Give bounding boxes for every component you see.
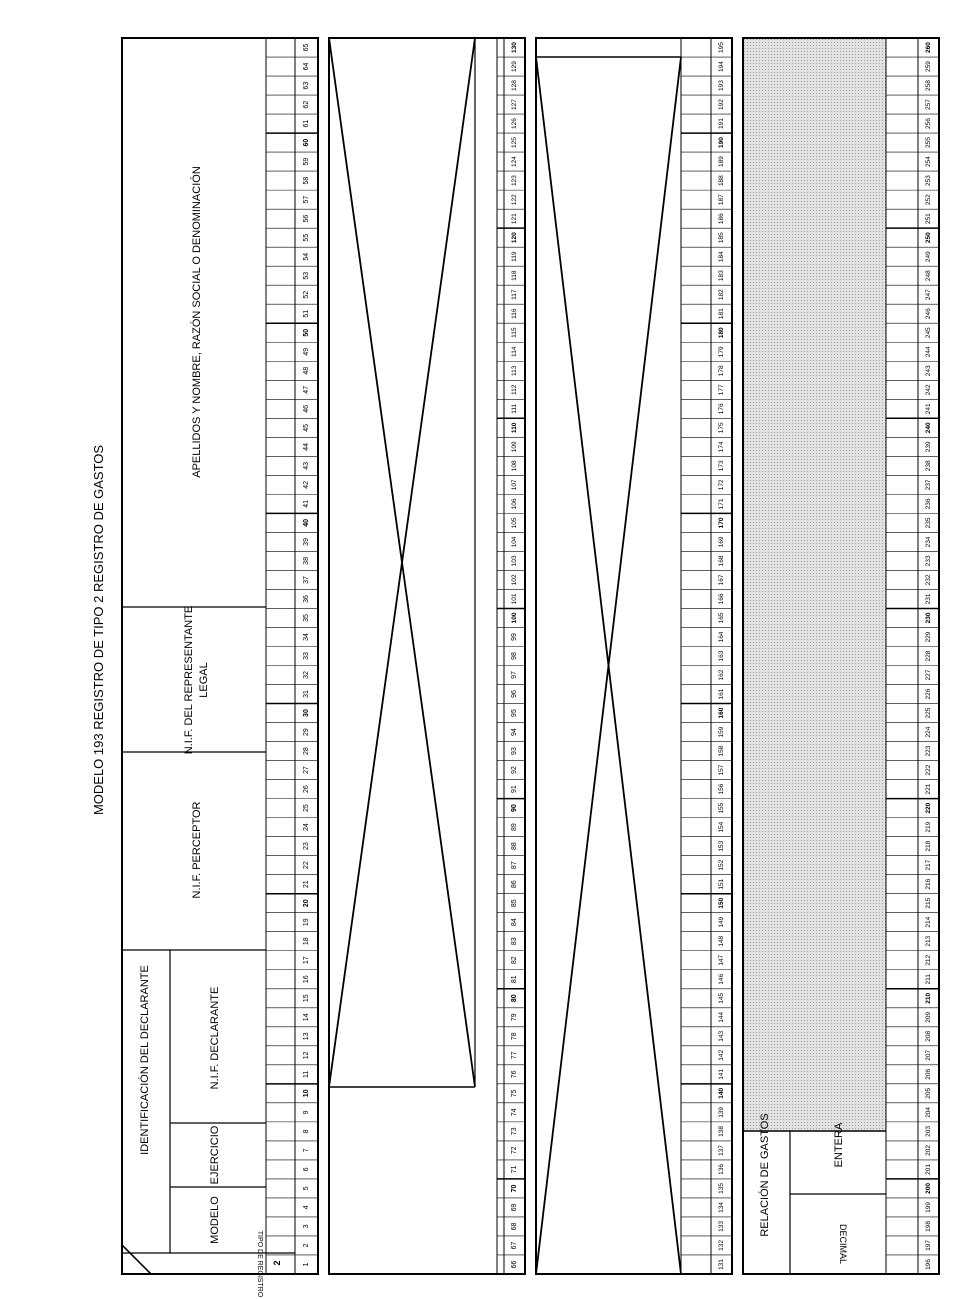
position-number: 1 [303,1262,310,1267]
position-number: 257 [925,99,932,110]
position-number: 205 [925,1087,932,1099]
position-number: 249 [925,251,932,263]
position-number: 81 [511,975,518,984]
position-number: 194 [718,61,725,72]
position-number: 250 [925,232,932,244]
position-number: 159 [718,726,725,738]
position-number: 143 [718,1030,725,1042]
position-number: 47 [303,385,310,394]
position-number: 49 [303,347,310,356]
position-number: 37 [303,576,310,584]
position-number: 200 [925,1183,932,1194]
position-number: 59 [303,157,310,166]
position-number: 135 [718,1183,725,1194]
position-number: 4 [303,1205,310,1210]
position-number: 227 [925,669,932,681]
position-number: 61 [303,119,310,128]
entera-label: ENTERA [833,1122,845,1168]
position-number: 213 [925,935,932,947]
position-number: 123 [511,175,518,187]
position-number: 248 [925,270,932,282]
position-number: 70 [511,1184,518,1193]
position-number: 184 [718,251,725,263]
position-number: 157 [718,764,725,776]
position-number: 195 [718,42,725,53]
position-number: 225 [925,707,932,719]
position-number: 139 [718,1106,725,1118]
position-number: 106 [511,498,518,510]
position-number: 142 [718,1049,725,1061]
position-number: 72 [511,1146,518,1155]
position-number: 56 [303,214,310,223]
position-number: 171 [718,498,725,510]
position-number: 33 [303,652,310,660]
position-number: 77 [511,1051,518,1060]
position-number: 206 [925,1068,932,1080]
position-number: 207 [925,1049,932,1061]
position-number: 151 [718,878,725,890]
position-number: 235 [925,517,932,529]
position-number: 109 [511,441,518,453]
position-number: 83 [511,937,518,946]
position-number: 190 [718,137,725,149]
position-number: 73 [511,1127,518,1136]
position-number: 164 [718,631,725,643]
position-number: 210 [925,992,932,1004]
position-number: 93 [511,747,518,755]
position-number: 119 [511,251,518,262]
position-number: 233 [925,555,932,567]
block-1-corner-diagonal [122,1245,151,1274]
position-number: 64 [303,62,310,71]
position-number: 65 [303,43,310,52]
position-number: 130 [511,42,518,53]
position-number: 223 [925,745,932,757]
position-number: 20 [303,899,310,908]
position-number: 243 [925,365,932,377]
position-number: 66 [511,1260,518,1269]
position-number: 149 [718,916,725,928]
position-number: 176 [718,403,725,415]
position-number: 96 [511,690,518,698]
position-number: 91 [511,785,518,794]
position-number: 103 [511,555,518,567]
nif-representante-label-line-2: LEGAL [198,662,210,698]
position-number: 242 [925,384,932,396]
position-number: 107 [511,479,518,491]
position-number: 177 [718,384,725,396]
position-number: 217 [925,859,932,871]
position-number: 116 [511,308,518,319]
position-number: 74 [511,1108,518,1117]
position-number: 16 [303,975,310,984]
position-number: 202 [925,1144,932,1156]
position-number: 224 [925,726,932,738]
position-number: 54 [303,252,310,261]
position-number: 58 [303,176,310,185]
position-number: 169 [718,536,725,548]
position-number: 216 [925,878,932,890]
position-number: 46 [303,404,310,413]
position-number: 137 [718,1144,725,1156]
position-number: 48 [303,366,310,375]
position-number: 92 [511,766,518,774]
position-number: 118 [511,270,518,281]
position-number: 209 [925,1011,932,1023]
position-number: 165 [718,612,725,624]
position-number: 193 [718,80,725,91]
position-number: 84 [511,918,518,927]
position-number: 220 [925,802,932,814]
position-number: 150 [718,897,725,909]
position-number: 131 [718,1259,725,1270]
position-number: 231 [925,593,932,605]
position-number: 31 [303,690,310,698]
position-number: 196 [925,1259,932,1270]
position-number: 6 [303,1167,310,1172]
position-number: 133 [718,1221,725,1232]
position-number: 29 [303,728,310,736]
position-number: 63 [303,81,310,90]
position-number: 35 [303,614,310,622]
position-number: 255 [925,137,932,149]
position-number: 110 [511,422,518,434]
position-number: 126 [511,118,518,129]
position-number: 178 [718,365,725,377]
identificacion-label: IDENTIFICACIÓN DEL DECLARANTE [139,965,151,1155]
position-number: 168 [718,555,725,567]
apellidos-label: APELLIDOS Y NOMBRE, RAZÓN SOCIAL O DENOMINACIÓN [191,166,203,478]
position-number: 234 [925,536,932,548]
position-grid-131-195 [681,42,732,1270]
page-title: MODELO 193 REGISTRO DE TIPO 2 REGISTRO DE GASTOS [91,444,106,816]
position-number: 112 [511,384,518,395]
position-number: 21 [303,880,310,889]
position-number: 251 [925,213,932,225]
position-number: 87 [511,861,518,870]
position-number: 12 [303,1051,310,1060]
position-number: 183 [718,270,725,282]
position-number: 71 [511,1165,518,1174]
position-number: 129 [511,61,518,72]
position-number: 40 [303,518,310,527]
position-number: 15 [303,994,310,1003]
position-number: 13 [303,1032,310,1041]
position-number: 191 [718,118,725,129]
nif-representante-label-line-1: N.I.F. DEL REPRESENTANTE [183,605,195,755]
position-number: 228 [925,650,932,662]
position-number: 28 [303,747,310,755]
position-number: 117 [511,289,518,300]
position-number: 14 [303,1013,310,1022]
position-number: 125 [511,137,518,149]
position-number: 182 [718,289,725,301]
position-number: 226 [925,688,932,700]
position-number: 221 [925,783,932,795]
position-number: 45 [303,423,310,432]
nif-declarante-label: N.I.F. DECLARANTE [209,986,221,1090]
position-number: 173 [718,460,725,472]
position-number: 95 [511,709,518,717]
position-number: 138 [718,1125,725,1137]
position-number: 97 [511,671,518,679]
position-number: 60 [303,138,310,147]
position-number: 30 [303,709,310,717]
ejercicio-label: EJERCICIO [209,1125,221,1185]
position-number: 2 [303,1243,310,1248]
position-number: 154 [718,821,725,833]
position-number: 174 [718,441,725,453]
relacion-de-gastos-label: RELACIÓN DE GASTOS [759,1113,771,1237]
position-number: 230 [925,612,932,624]
position-number: 75 [511,1089,518,1098]
position-number: 254 [925,156,932,168]
position-number: 252 [925,194,932,206]
position-number: 197 [925,1240,932,1251]
position-number: 146 [718,973,725,985]
position-number: 175 [718,422,725,434]
position-number: 192 [718,99,725,110]
position-number: 86 [511,880,518,889]
position-number: 42 [303,480,310,489]
position-number: 102 [511,574,518,586]
position-number: 113 [511,365,518,376]
position-number: 79 [511,1013,518,1022]
tipo-de-registro-value: 2 [272,1260,282,1266]
position-number: 68 [511,1222,518,1231]
position-number: 99 [511,633,518,641]
position-number: 162 [718,669,725,681]
position-number: 215 [925,897,932,909]
decimal-label: DECIMAL [838,1223,848,1265]
tipo-de-registro-label: TIPO DE REGISTRO [256,1230,263,1298]
position-number: 27 [303,766,310,774]
position-number: 18 [303,937,310,946]
position-number: 186 [718,213,725,225]
position-number: 120 [511,232,518,244]
modelo-label: MODELO [209,1196,221,1244]
position-grid-196-260 [886,42,939,1270]
position-number: 153 [718,840,725,852]
position-number: 253 [925,175,932,187]
position-number: 163 [718,650,725,662]
position-number: 67 [511,1241,518,1250]
position-number: 114 [511,346,518,357]
position-number: 147 [718,954,725,966]
position-number: 82 [511,956,518,965]
position-number: 203 [925,1125,932,1137]
position-number: 208 [925,1030,932,1042]
position-number: 26 [303,785,310,794]
block-relacion-de-gastos [743,38,939,1274]
position-number: 236 [925,498,932,510]
position-number: 127 [511,99,518,110]
position-number: 11 [303,1070,310,1078]
position-number: 141 [718,1068,725,1080]
position-number: 76 [511,1070,518,1079]
position-number: 245 [925,327,932,339]
position-number: 134 [718,1202,725,1213]
position-number: 140 [718,1087,725,1099]
position-number: 258 [925,80,932,91]
position-number: 152 [718,859,725,871]
position-number: 89 [511,823,518,832]
position-number: 69 [511,1203,518,1212]
position-number: 158 [718,745,725,757]
position-number: 212 [925,954,932,966]
position-number: 156 [718,783,725,795]
position-number: 187 [718,194,725,206]
position-number: 36 [303,595,310,603]
position-number: 180 [718,327,725,339]
position-number: 43 [303,461,310,470]
position-number: 199 [925,1202,932,1213]
position-grid-1-65 [266,44,318,1267]
position-number: 179 [718,346,725,358]
position-number: 240 [925,422,932,434]
position-number: 38 [303,557,310,565]
position-number: 7 [303,1148,310,1153]
position-number: 241 [925,403,932,415]
position-number: 128 [511,80,518,91]
position-number: 22 [303,861,310,870]
position-number: 85 [511,899,518,908]
position-number: 259 [925,61,932,72]
block-3-frame [536,38,732,1274]
position-number: 53 [303,271,310,280]
nif-perceptor-label: N.I.F. PERCEPTOR [191,801,203,899]
position-number: 51 [303,309,310,318]
position-number: 5 [303,1186,310,1191]
position-number: 246 [925,308,932,320]
position-number: 155 [718,802,725,814]
position-number: 121 [511,213,518,225]
position-number: 55 [303,233,310,242]
position-number: 256 [925,118,932,129]
position-number: 19 [303,918,310,927]
position-number: 3 [303,1224,310,1229]
position-number: 238 [925,460,932,472]
position-number: 32 [303,671,310,679]
position-number: 132 [718,1240,725,1251]
block-positions-131-195 [536,38,732,1274]
position-number: 167 [718,574,725,586]
position-number: 237 [925,479,932,491]
position-number: 24 [303,823,310,832]
position-number: 10 [303,1089,310,1098]
position-number: 94 [511,728,518,736]
position-number: 219 [925,821,932,833]
position-number: 41 [303,499,310,508]
position-number: 78 [511,1032,518,1041]
position-number: 115 [511,327,518,338]
position-number: 148 [718,935,725,947]
position-number: 105 [511,517,518,529]
position-number: 9 [303,1110,310,1115]
position-number: 100 [511,612,518,624]
position-number: 170 [718,517,725,529]
position-number: 122 [511,194,518,206]
position-number: 23 [303,842,310,851]
position-number: 201 [925,1163,932,1175]
position-number: 136 [718,1163,725,1175]
position-number: 172 [718,479,725,491]
position-number: 198 [925,1221,932,1232]
position-number: 204 [925,1106,932,1118]
position-number: 25 [303,804,310,813]
position-number: 161 [718,688,725,700]
position-number: 218 [925,840,932,852]
position-number: 124 [511,156,518,168]
block-positions-66-130 [329,38,525,1274]
position-number: 239 [925,441,932,453]
position-number: 232 [925,574,932,586]
block-declarante-record [122,38,318,1298]
position-number: 8 [303,1129,310,1134]
position-grid-66-130 [497,42,525,1269]
position-number: 166 [718,593,725,605]
position-number: 50 [303,328,310,337]
position-number: 160 [718,707,725,719]
position-number: 62 [303,100,310,109]
position-number: 80 [511,994,518,1003]
position-number: 98 [511,652,518,660]
position-number: 260 [925,42,932,53]
position-number: 17 [303,956,310,965]
position-number: 185 [718,232,725,244]
position-number: 181 [718,308,725,320]
position-number: 34 [303,633,310,641]
position-number: 222 [925,764,932,776]
position-number: 145 [718,992,725,1004]
block-2-frame [329,38,525,1274]
shaded-unused-area [743,38,886,1131]
position-number: 211 [925,974,932,985]
position-number: 39 [303,538,310,546]
position-number: 188 [718,175,725,187]
position-number: 90 [511,804,518,813]
position-number: 214 [925,916,932,928]
position-number: 52 [303,290,310,299]
position-number: 44 [303,442,310,451]
position-number: 57 [303,195,310,204]
position-number: 247 [925,289,932,301]
position-number: 101 [511,593,518,605]
position-number: 88 [511,842,518,851]
position-number: 108 [511,460,518,472]
position-number: 144 [718,1011,725,1023]
position-number: 244 [925,346,932,358]
position-number: 229 [925,631,932,643]
position-number: 111 [511,403,518,414]
position-number: 189 [718,156,725,168]
position-number: 104 [511,536,518,548]
